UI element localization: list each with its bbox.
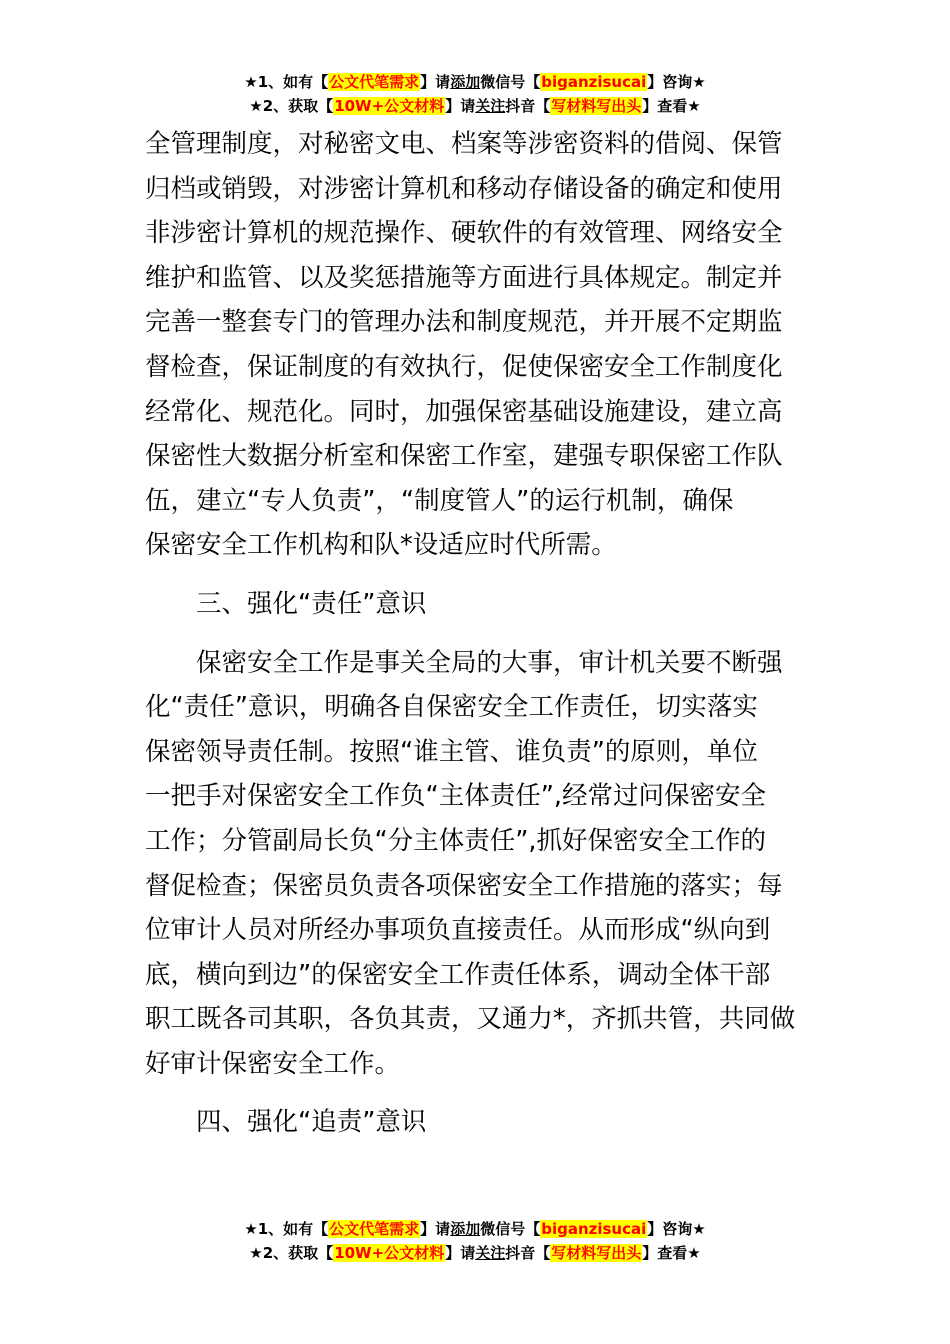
text-line: 督促检查；保密员负责各项保密安全工作措施的落实；每 [145, 870, 783, 901]
promo-text: 】查看★ [642, 1244, 701, 1262]
promo-line-1 [0, 1217, 950, 1241]
promo-text: ★1、如有【 [244, 1220, 329, 1238]
text-line: 督检查，保证制度的有效执行，促使保密安全工作制度化 [145, 351, 783, 382]
promo-highlight: 公文代笔需求 [329, 1220, 420, 1238]
promo-text: 抖音【 [505, 1244, 551, 1262]
text-line: 归档或销毁，对涉密计算机和移动存储设备的确定和使用 [145, 173, 783, 204]
promo-highlight: 写材料写出头 [551, 1244, 642, 1262]
text-line: 职工既各司其职，各负其责，又通力*，齐抓共管，共同做 [145, 1004, 796, 1035]
paragraph-2 [145, 641, 810, 1087]
text-line: 一把手对保密安全工作负“主体责任”,经常过问保密安全 [145, 781, 767, 812]
text-line: 化“责任”意识，明确各自保密安全工作责任，切实落实 [145, 692, 758, 723]
text-line: 经常化、规范化。同时，加强保密基础设施建设，建立高 [145, 396, 783, 427]
promo-text: 】咨询★ [647, 73, 706, 91]
text-line: 保密安全工作机构和队*设适应时代所需。 [145, 530, 617, 561]
text-line: 底，横向到边”的保密安全工作责任体系，调动全体干部 [145, 959, 771, 990]
text-line: 全管理制度，对秘密文电、档案等涉密资料的借阅、保管 [145, 129, 783, 159]
promo-highlight: biganzisucai [541, 1220, 647, 1238]
promo-underline: 添加 [450, 1220, 481, 1238]
promo-underline: 添加 [450, 73, 481, 91]
text-line: 保密性大数据分析室和保密工作室，建强专职保密工作队 [145, 441, 783, 472]
promo-text: ★2、获取【 [249, 1244, 334, 1262]
promo-banner-top [0, 70, 950, 118]
promo-text: 】查看★ [642, 97, 701, 115]
promo-text: 】咨询★ [647, 1220, 706, 1238]
promo-line-2 [0, 94, 950, 118]
promo-highlight: 10W+公文材料 [334, 1244, 445, 1262]
text-line: 非涉密计算机的规范操作、硬软件的有效管理、网络安全 [145, 218, 783, 249]
paragraph-1 [145, 122, 810, 568]
promo-text: 】请 [445, 1244, 476, 1262]
promo-highlight: biganzisucai [541, 73, 647, 91]
text-line: 保密领导责任制。按照“谁主管、谁负责”的原则，单位 [145, 736, 758, 767]
promo-text: 微信号【 [480, 73, 541, 91]
promo-highlight: 写材料写出头 [551, 97, 642, 115]
promo-text: 】请 [420, 73, 451, 91]
text-line: 工作；分管副局长负“分主体责任”,抓好保密安全工作的 [145, 825, 767, 856]
text-line: 保密安全工作是事关全局的大事，审计机关要不断强 [196, 647, 783, 678]
section-heading-3: 三、强化“责任”意识 [196, 588, 427, 619]
text-line: 位审计人员对所经办事项负直接责任。从而形成“纵向到 [145, 915, 771, 946]
promo-line-2 [0, 1241, 950, 1265]
promo-text: 抖音【 [505, 97, 551, 115]
promo-underline: 关注 [475, 1244, 506, 1262]
promo-underline: 关注 [475, 97, 506, 115]
promo-text: ★2、获取【 [249, 97, 334, 115]
promo-text: ★1、如有【 [244, 73, 329, 91]
section-heading-4: 四、强化“追责”意识 [196, 1107, 427, 1138]
text-line: 好审计保密安全工作。 [145, 1048, 401, 1079]
text-line: 维护和监管、以及奖惩措施等方面进行具体规定。制定并 [145, 262, 783, 293]
promo-highlight: 公文代笔需求 [329, 73, 420, 91]
promo-text: 微信号【 [480, 1220, 541, 1238]
text-line: 伍，建立“专人负责”，“制度管人”的运行机制，确保 [145, 485, 734, 516]
promo-banner-bottom [0, 1217, 950, 1265]
promo-highlight: 10W+公文材料 [334, 97, 445, 115]
promo-line-1 [0, 70, 950, 94]
promo-text: 】请 [445, 97, 476, 115]
promo-text: 】请 [420, 1220, 451, 1238]
text-line: 完善一整套专门的管理办法和制度规范，并开展不定期监 [145, 307, 783, 338]
document-body [145, 122, 810, 1145]
